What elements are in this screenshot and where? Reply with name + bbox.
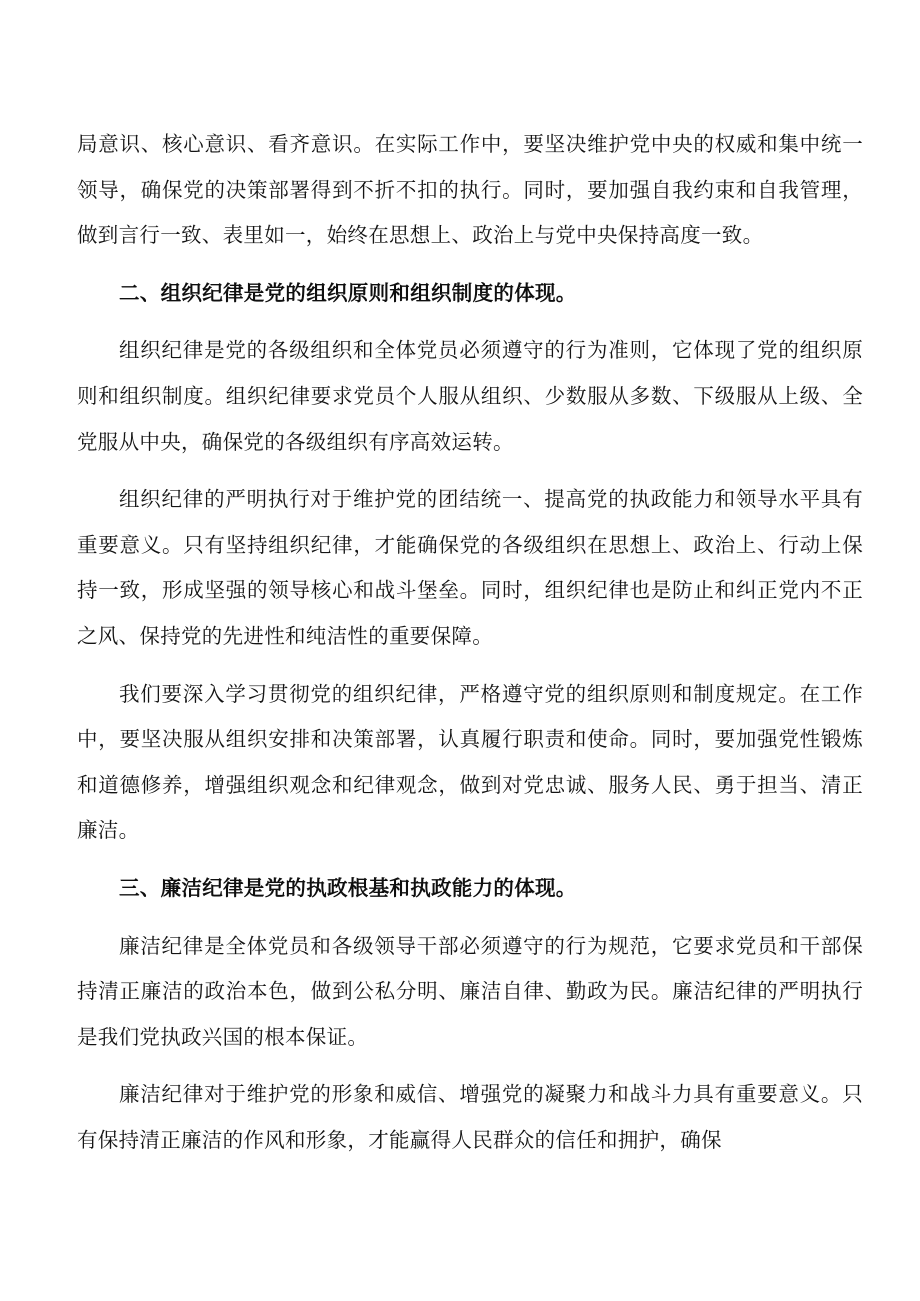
paragraph-truncated: 廉洁纪律对于维护党的形象和威信、增强党的凝聚力和战斗力具有重要意义。只有保持清正廉洁的作风和形象，才能赢得人民群众的信任和拥护，确保 (77, 1082, 863, 1152)
paragraph: 组织纪律的严明执行对于维护党的团结统一、提高党的执政能力和领导水平具有重要意义。只有坚持组织纪律，才能确保党的各级组织在思想上、政治上、行动上保持一致，形成坚强的领导核心和战斗堡垒。同时，组织纪律也是防止和纠正党内不正之风、保持党的先进性和纯洁性的重要保障。 (77, 487, 863, 648)
document-body (77, 122, 863, 1175)
section-heading-2: 二、组织纪律是党的组织原则和组织制度的体现。 (119, 280, 577, 305)
paragraph: 组织纪律是党的各级组织和全体党员必须遵守的行为准则，它体现了党的组织原则和组织制度。组织纪律要求党员个人服从组织、少数服从多数、下级服从上级、全党服从中央，确保党的各级组织有序高效运转。 (77, 338, 863, 454)
section-heading-3: 三、廉洁纪律是党的执政根基和执政能力的体现。 (119, 875, 577, 900)
paragraph-continued: 局意识、核心意识、看齐意识。在实际工作中，要坚决维护党中央的权威和集中统一领导，确保党的决策部署得到不折不扣的执行。同时，要加强自我约束和自我管理，做到言行一致、表里如一，始终在思想上、政治上与党中央保持高度一致。 (77, 132, 863, 248)
paragraph: 廉洁纪律是全体党员和各级领导干部必须遵守的行为规范，它要求党员和干部保持清正廉洁的政治本色，做到公私分明、廉洁自律、勤政为民。廉洁纪律的严明执行是我们党执政兴国的根本保证。 (77, 933, 863, 1049)
paragraph: 我们要深入学习贯彻党的组织纪律，严格遵守党的组织原则和制度规定。在工作中，要坚决服从组织安排和决策部署，认真履行职责和使命。同时，要加强党性锻炼和道德修养，增强组织观念和纪律观念，做到对党忠诚、服务人民、勇于担当、清正廉洁。 (77, 681, 863, 843)
